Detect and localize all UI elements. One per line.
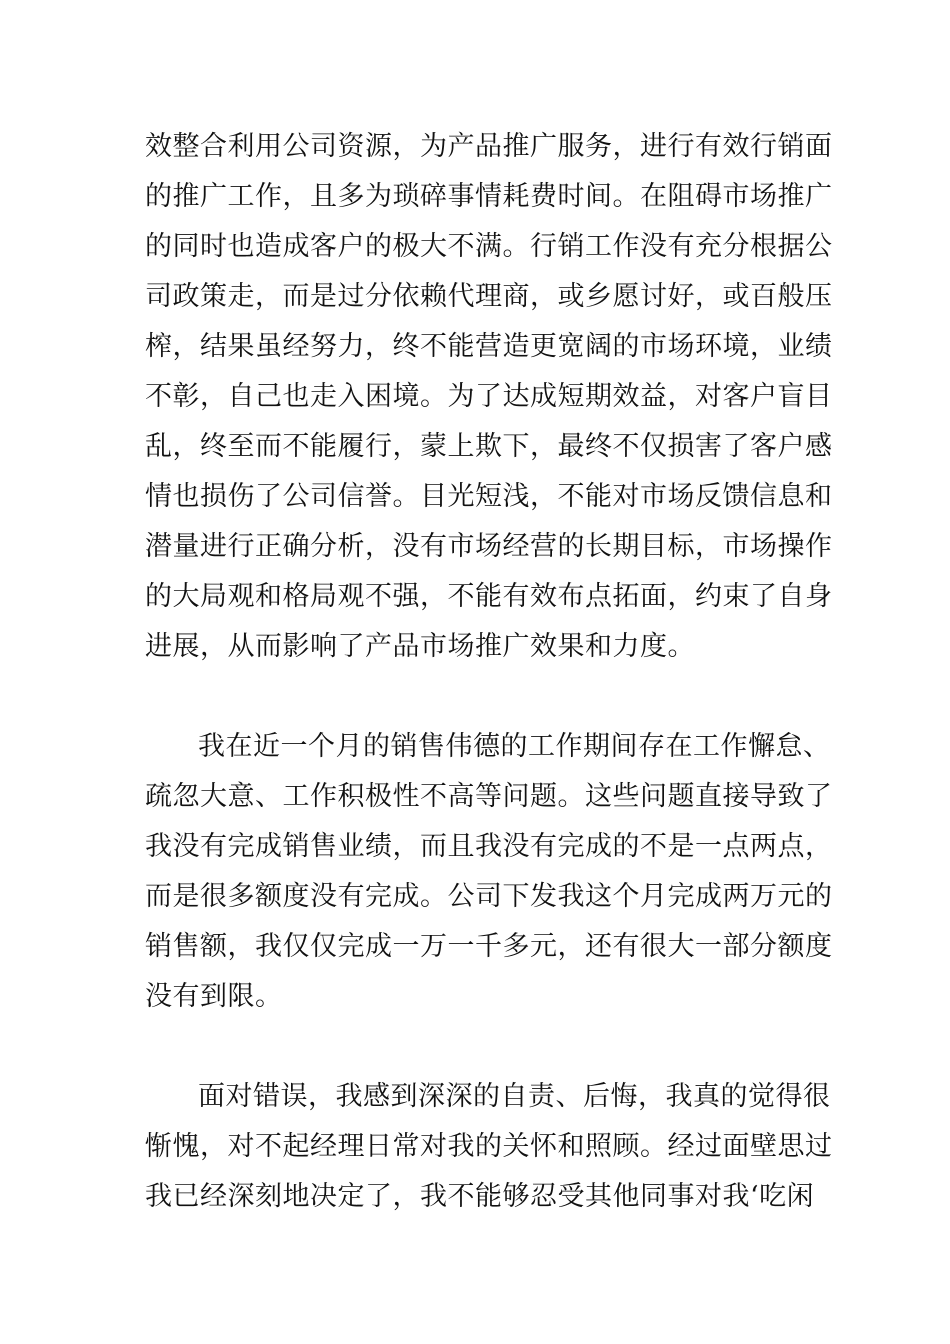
text-line: 疏忽大意、工作积极性不高等问题。这些问题直接导致了 xyxy=(145,781,833,812)
text-line: 面对错误，我感到深深的自责、后悔，我真的觉得很 xyxy=(198,1081,831,1112)
text-line: 效整合利用公司资源，为产品推广服务，进行有效行销面 xyxy=(145,131,833,162)
text-line: 销售额，我仅仅完成一万一千多元，还有很大一部分额度 xyxy=(145,931,833,962)
text-line: 乱，终至而不能履行，蒙上欺下，最终不仅损害了客户感 xyxy=(145,431,833,462)
text-line: 不彰，自己也走入困境。为了达成短期效益，对客户盲目 xyxy=(145,381,833,412)
text-line: 司政策走，而是过分依赖代理商，或乡愿讨好，或百般压 xyxy=(145,281,833,312)
text-line: 情也损伤了公司信誉。目光短浅，不能对市场反馈信息和 xyxy=(145,481,833,512)
text-line: 我在近一个月的销售伟德的工作期间存在工作懈怠、 xyxy=(198,731,831,762)
text-line: 进展，从而影响了产品市场推广效果和力度。 xyxy=(145,631,695,662)
text-line: 没有到限。 xyxy=(145,981,283,1012)
text-line: 我没有完成销售业绩，而且我没有完成的不是一点两点， xyxy=(145,831,833,862)
text-line: 的同时也造成客户的极大不满。行销工作没有充分根据公 xyxy=(145,231,833,262)
text-line: 潜量进行正确分析，没有市场经营的长期目标，市场操作 xyxy=(145,531,833,562)
text-line: 惭愧，对不起经理日常对我的关怀和照顾。经过面壁思过 xyxy=(145,1131,833,1162)
text-line: 而是很多额度没有完成。公司下发我这个月完成两万元的 xyxy=(145,881,833,912)
text-line: 榨，结果虽经努力，终不能营造更宽阔的市场环境，业绩 xyxy=(145,331,833,362)
text-line: 的推广工作，且多为琐碎事情耗费时间。在阻碍市场推广 xyxy=(145,181,833,212)
text-line: 我已经深刻地决定了，我不能够忍受其他同事对我‘吃闲 xyxy=(145,1181,815,1212)
text-line: 的大局观和格局观不强，不能有效布点拓面，约束了自身 xyxy=(145,581,833,612)
